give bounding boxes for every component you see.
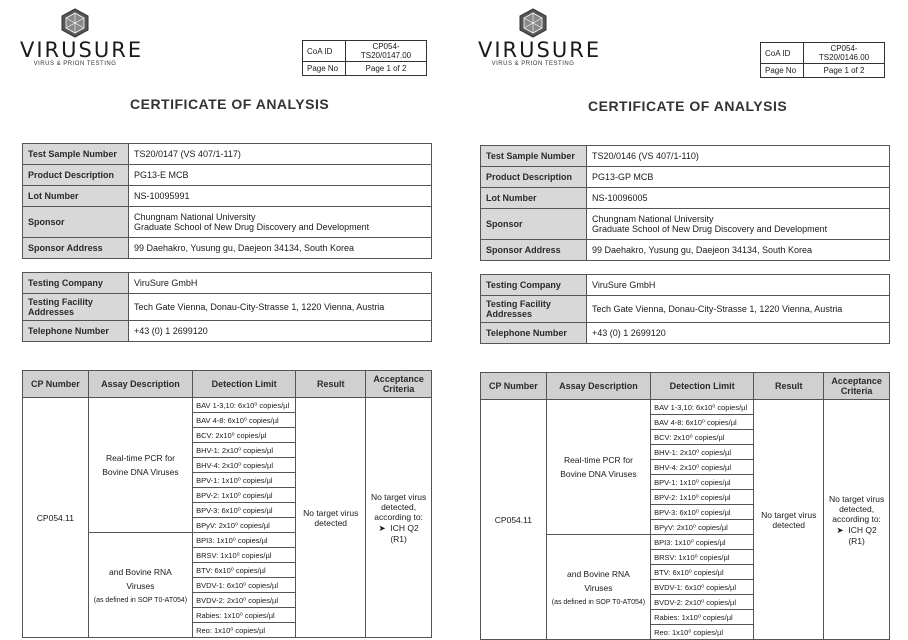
criteria-bullet — [827, 525, 886, 546]
detection-limit: BVDV-2: 2x10⁰ copies/µl — [651, 595, 754, 610]
criteria-line-1: No target virus — [370, 491, 427, 502]
testing-info-table — [480, 274, 890, 344]
criteria-line-3: according to: — [374, 511, 423, 522]
assay-rna-note: (as defined in SOP T0-AT054) — [93, 596, 188, 604]
row-label: Testing Facility Addresses — [481, 296, 587, 323]
page-title: CERTIFICATE OF ANALYSIS — [588, 98, 788, 114]
row-label: Testing Facility Addresses — [23, 294, 129, 321]
table-row — [23, 165, 432, 186]
polyhedron-logo-icon — [60, 8, 90, 38]
detection-limit: BPV-3: 6x10⁰ copies/µl — [193, 503, 296, 518]
header-acceptance-criteria: Acceptance Criteria — [824, 373, 890, 400]
result-line-2: detected — [772, 519, 806, 530]
row-label: Product Description — [23, 165, 129, 186]
assay-rna-line-2: Viruses — [126, 580, 155, 591]
result-line-2: detected — [314, 517, 348, 528]
row-label: Testing Company — [481, 275, 587, 296]
assay-rna-cell — [88, 533, 192, 638]
assay-rna-line-1: and Bovine RNA — [567, 568, 630, 579]
brand-name: VIRUSURE — [20, 38, 144, 62]
detection-limit: BTV: 6x10⁰ copies/µl — [193, 563, 296, 578]
detection-limit: BVDV-1: 6x10⁰ copies/µl — [193, 578, 296, 593]
row-label: Testing Company — [23, 273, 129, 294]
certificate-right — [466, 0, 906, 640]
header-detection-limit: Detection Limit — [193, 371, 296, 398]
row-value: 99 Daehakro, Yusung gu, Daejeon 34134, South Korea — [129, 238, 432, 259]
detection-limit: BPI3: 1x10⁰ copies/µl — [193, 533, 296, 548]
cp-number-cell: CP054.11 — [481, 400, 547, 640]
criteria-line-4: ICH Q2 (R1) — [390, 522, 419, 544]
row-value: NS-10096005 — [587, 188, 890, 209]
detection-limit: Reo: 1x10⁰ copies/µl — [193, 623, 296, 638]
result-cell — [296, 398, 366, 638]
results-header-row — [481, 373, 890, 400]
assay-dna-cell — [546, 400, 650, 535]
detection-limit: BRSV: 1x10⁰ copies/µl — [651, 550, 754, 565]
criteria-bullet — [369, 523, 428, 544]
table-row — [481, 209, 890, 240]
polyhedron-logo-icon — [518, 8, 548, 38]
sponsor-line-1: Chungnam National University — [134, 212, 256, 222]
virusure-logo — [20, 8, 144, 70]
document-id-box — [302, 40, 427, 76]
row-label: Test Sample Number — [23, 144, 129, 165]
criteria-line-2: detected, — [381, 501, 417, 512]
row-value: Tech Gate Vienna, Donau-City-Strasse 1, 1220 Vienna, Austria — [129, 294, 432, 321]
row-label: Sponsor — [481, 209, 587, 240]
criteria-line-1: No target virus — [828, 493, 885, 504]
assay-rna-line-2: Viruses — [584, 582, 613, 593]
sample-info-table — [22, 143, 432, 259]
sponsor-line-2: Graduate School of New Drug Discovery and Development — [134, 222, 370, 232]
document-id-box — [760, 42, 885, 78]
detection-limit: BPyV: 2x10⁰ copies/µl — [651, 520, 754, 535]
row-value: +43 (0) 1 2699120 — [129, 321, 432, 342]
assay-dna-line-2: Bovine DNA Viruses — [102, 467, 179, 477]
row-value: PG13-GP MCB — [587, 167, 890, 188]
table-row — [23, 144, 432, 165]
virusure-logo — [478, 8, 602, 70]
assay-dna-cell — [88, 398, 192, 533]
detection-limit: Rabies: 1x10⁰ copies/µl — [193, 608, 296, 623]
row-value: Tech Gate Vienna, Donau-City-Strasse 1, 1220 Vienna, Austria — [587, 296, 890, 323]
sponsor-line-1: Chungnam National University — [592, 214, 714, 224]
row-value: 99 Daehakro, Yusung gu, Daejeon 34134, South Korea — [587, 240, 890, 261]
assay-dna-line-1: Real-time PCR for — [105, 453, 175, 463]
row-label: Test Sample Number — [481, 146, 587, 167]
sample-info-table — [480, 145, 890, 261]
detection-limit: BAV 1-3,10: 6x10⁰ copies/µl — [651, 400, 754, 415]
table-row — [481, 275, 890, 296]
detection-limit: BAV 4-8: 6x10⁰ copies/µl — [651, 415, 754, 430]
arrow-bullet-icon: ➤ — [378, 522, 386, 533]
table-row — [23, 207, 432, 238]
row-value: +43 (0) 1 2699120 — [587, 323, 890, 344]
certificate-left — [8, 0, 448, 640]
brand-tagline: VIRUS & PRION TESTING — [33, 61, 117, 67]
row-label: Lot Number — [23, 186, 129, 207]
coa-id-label: CoA ID — [303, 41, 346, 62]
page-value: Page 1 of 2 — [346, 62, 427, 76]
brand-name: VIRUSURE — [478, 38, 602, 62]
table-row — [23, 294, 432, 321]
row-label: Telephone Number — [481, 323, 587, 344]
results-table — [22, 370, 432, 638]
criteria-line-4: ICH Q2 (R1) — [848, 524, 877, 546]
sponsor-line-2: Graduate School of New Drug Discovery and Development — [592, 224, 828, 234]
detection-limit: BCV: 2x10⁰ copies/µl — [651, 430, 754, 445]
table-row — [481, 296, 890, 323]
row-label: Product Description — [481, 167, 587, 188]
table-row — [23, 273, 432, 294]
detection-limit: BAV 4-8: 6x10⁰ copies/µl — [193, 413, 296, 428]
testing-info-table — [22, 272, 432, 342]
table-row — [23, 186, 432, 207]
detection-limit: BPV-1: 1x10⁰ copies/µl — [193, 473, 296, 488]
detection-limit: BVDV-2: 2x10⁰ copies/µl — [193, 593, 296, 608]
row-value: ViruSure GmbH — [587, 275, 890, 296]
acceptance-criteria-cell — [366, 398, 432, 638]
table-row — [481, 146, 890, 167]
row-value — [587, 209, 890, 240]
detection-limit: BHV-1: 2x10⁰ copies/µl — [193, 443, 296, 458]
detection-limit: Reo: 1x10⁰ copies/µl — [651, 625, 754, 640]
detection-limit: BPI3: 1x10⁰ copies/µl — [651, 535, 754, 550]
assay-dna-line-2: Bovine DNA Viruses — [560, 469, 637, 479]
criteria-line-3: according to: — [832, 513, 881, 524]
coa-id-value: CP054-TS20/0146.00 — [804, 43, 885, 64]
detection-limit: BPV-1: 1x10⁰ copies/µl — [651, 475, 754, 490]
row-value: TS20/0147 (VS 407/1-117) — [129, 144, 432, 165]
table-row — [23, 321, 432, 342]
row-value: TS20/0146 (VS 407/1-110) — [587, 146, 890, 167]
header-cp-number: CP Number — [481, 373, 547, 400]
acceptance-criteria-cell — [824, 400, 890, 640]
table-row — [23, 238, 432, 259]
detection-limit: BPV-3: 6x10⁰ copies/µl — [651, 505, 754, 520]
page-title: CERTIFICATE OF ANALYSIS — [130, 96, 330, 112]
header-detection-limit: Detection Limit — [651, 373, 754, 400]
row-label: Sponsor Address — [23, 238, 129, 259]
table-row — [481, 167, 890, 188]
detection-limit: Rabies: 1x10⁰ copies/µl — [651, 610, 754, 625]
detection-limit: BPV-2: 1x10⁰ copies/µl — [651, 490, 754, 505]
detection-limit: BHV-1: 2x10⁰ copies/µl — [651, 445, 754, 460]
table-row — [481, 240, 890, 261]
header-cp-number: CP Number — [23, 371, 89, 398]
result-line-1: No target virus — [303, 507, 359, 518]
row-value — [129, 207, 432, 238]
detection-limit: BPV-2: 1x10⁰ copies/µl — [193, 488, 296, 503]
assay-rna-line-1: and Bovine RNA — [109, 566, 172, 577]
detection-limit: BTV: 6x10⁰ copies/µl — [651, 565, 754, 580]
row-label: Sponsor Address — [481, 240, 587, 261]
detection-limit: BRSV: 1x10⁰ copies/µl — [193, 548, 296, 563]
criteria-line-2: detected, — [839, 503, 875, 514]
assay-rna-note: (as defined in SOP T0-AT054) — [551, 598, 646, 606]
header-result: Result — [296, 371, 366, 398]
arrow-bullet-icon: ➤ — [836, 524, 844, 535]
header-result: Result — [754, 373, 824, 400]
row-label: Lot Number — [481, 188, 587, 209]
cp-number-cell: CP054.11 — [23, 398, 89, 638]
coa-id-value: CP054-TS20/0147.00 — [346, 41, 427, 62]
row-label: Telephone Number — [23, 321, 129, 342]
page-label: Page No — [761, 64, 804, 78]
result-cell — [754, 400, 824, 640]
assay-rna-cell — [546, 535, 650, 640]
page-label: Page No — [303, 62, 346, 76]
detection-limit: BAV 1-3,10: 6x10⁰ copies/µl — [193, 398, 296, 413]
coa-id-label: CoA ID — [761, 43, 804, 64]
table-row — [481, 323, 890, 344]
results-table — [480, 372, 890, 640]
table-row — [481, 188, 890, 209]
header-assay-description: Assay Description — [88, 371, 192, 398]
detection-limit: BPyV: 2x10⁰ copies/µl — [193, 518, 296, 533]
detection-limit: BCV: 2x10⁰ copies/µl — [193, 428, 296, 443]
detection-limit: BHV-4: 2x10⁰ copies/µl — [651, 460, 754, 475]
page-value: Page 1 of 2 — [804, 64, 885, 78]
assay-dna-line-1: Real-time PCR for — [563, 455, 633, 465]
row-value: NS-10095991 — [129, 186, 432, 207]
brand-tagline: VIRUS & PRION TESTING — [491, 61, 575, 67]
row-label: Sponsor — [23, 207, 129, 238]
row-value: ViruSure GmbH — [129, 273, 432, 294]
detection-limit: BVDV-1: 6x10⁰ copies/µl — [651, 580, 754, 595]
detection-limit: BHV-4: 2x10⁰ copies/µl — [193, 458, 296, 473]
result-line-1: No target virus — [761, 509, 817, 520]
results-header-row — [23, 371, 432, 398]
row-value: PG13-E MCB — [129, 165, 432, 186]
header-acceptance-criteria: Acceptance Criteria — [366, 371, 432, 398]
header-assay-description: Assay Description — [546, 373, 650, 400]
